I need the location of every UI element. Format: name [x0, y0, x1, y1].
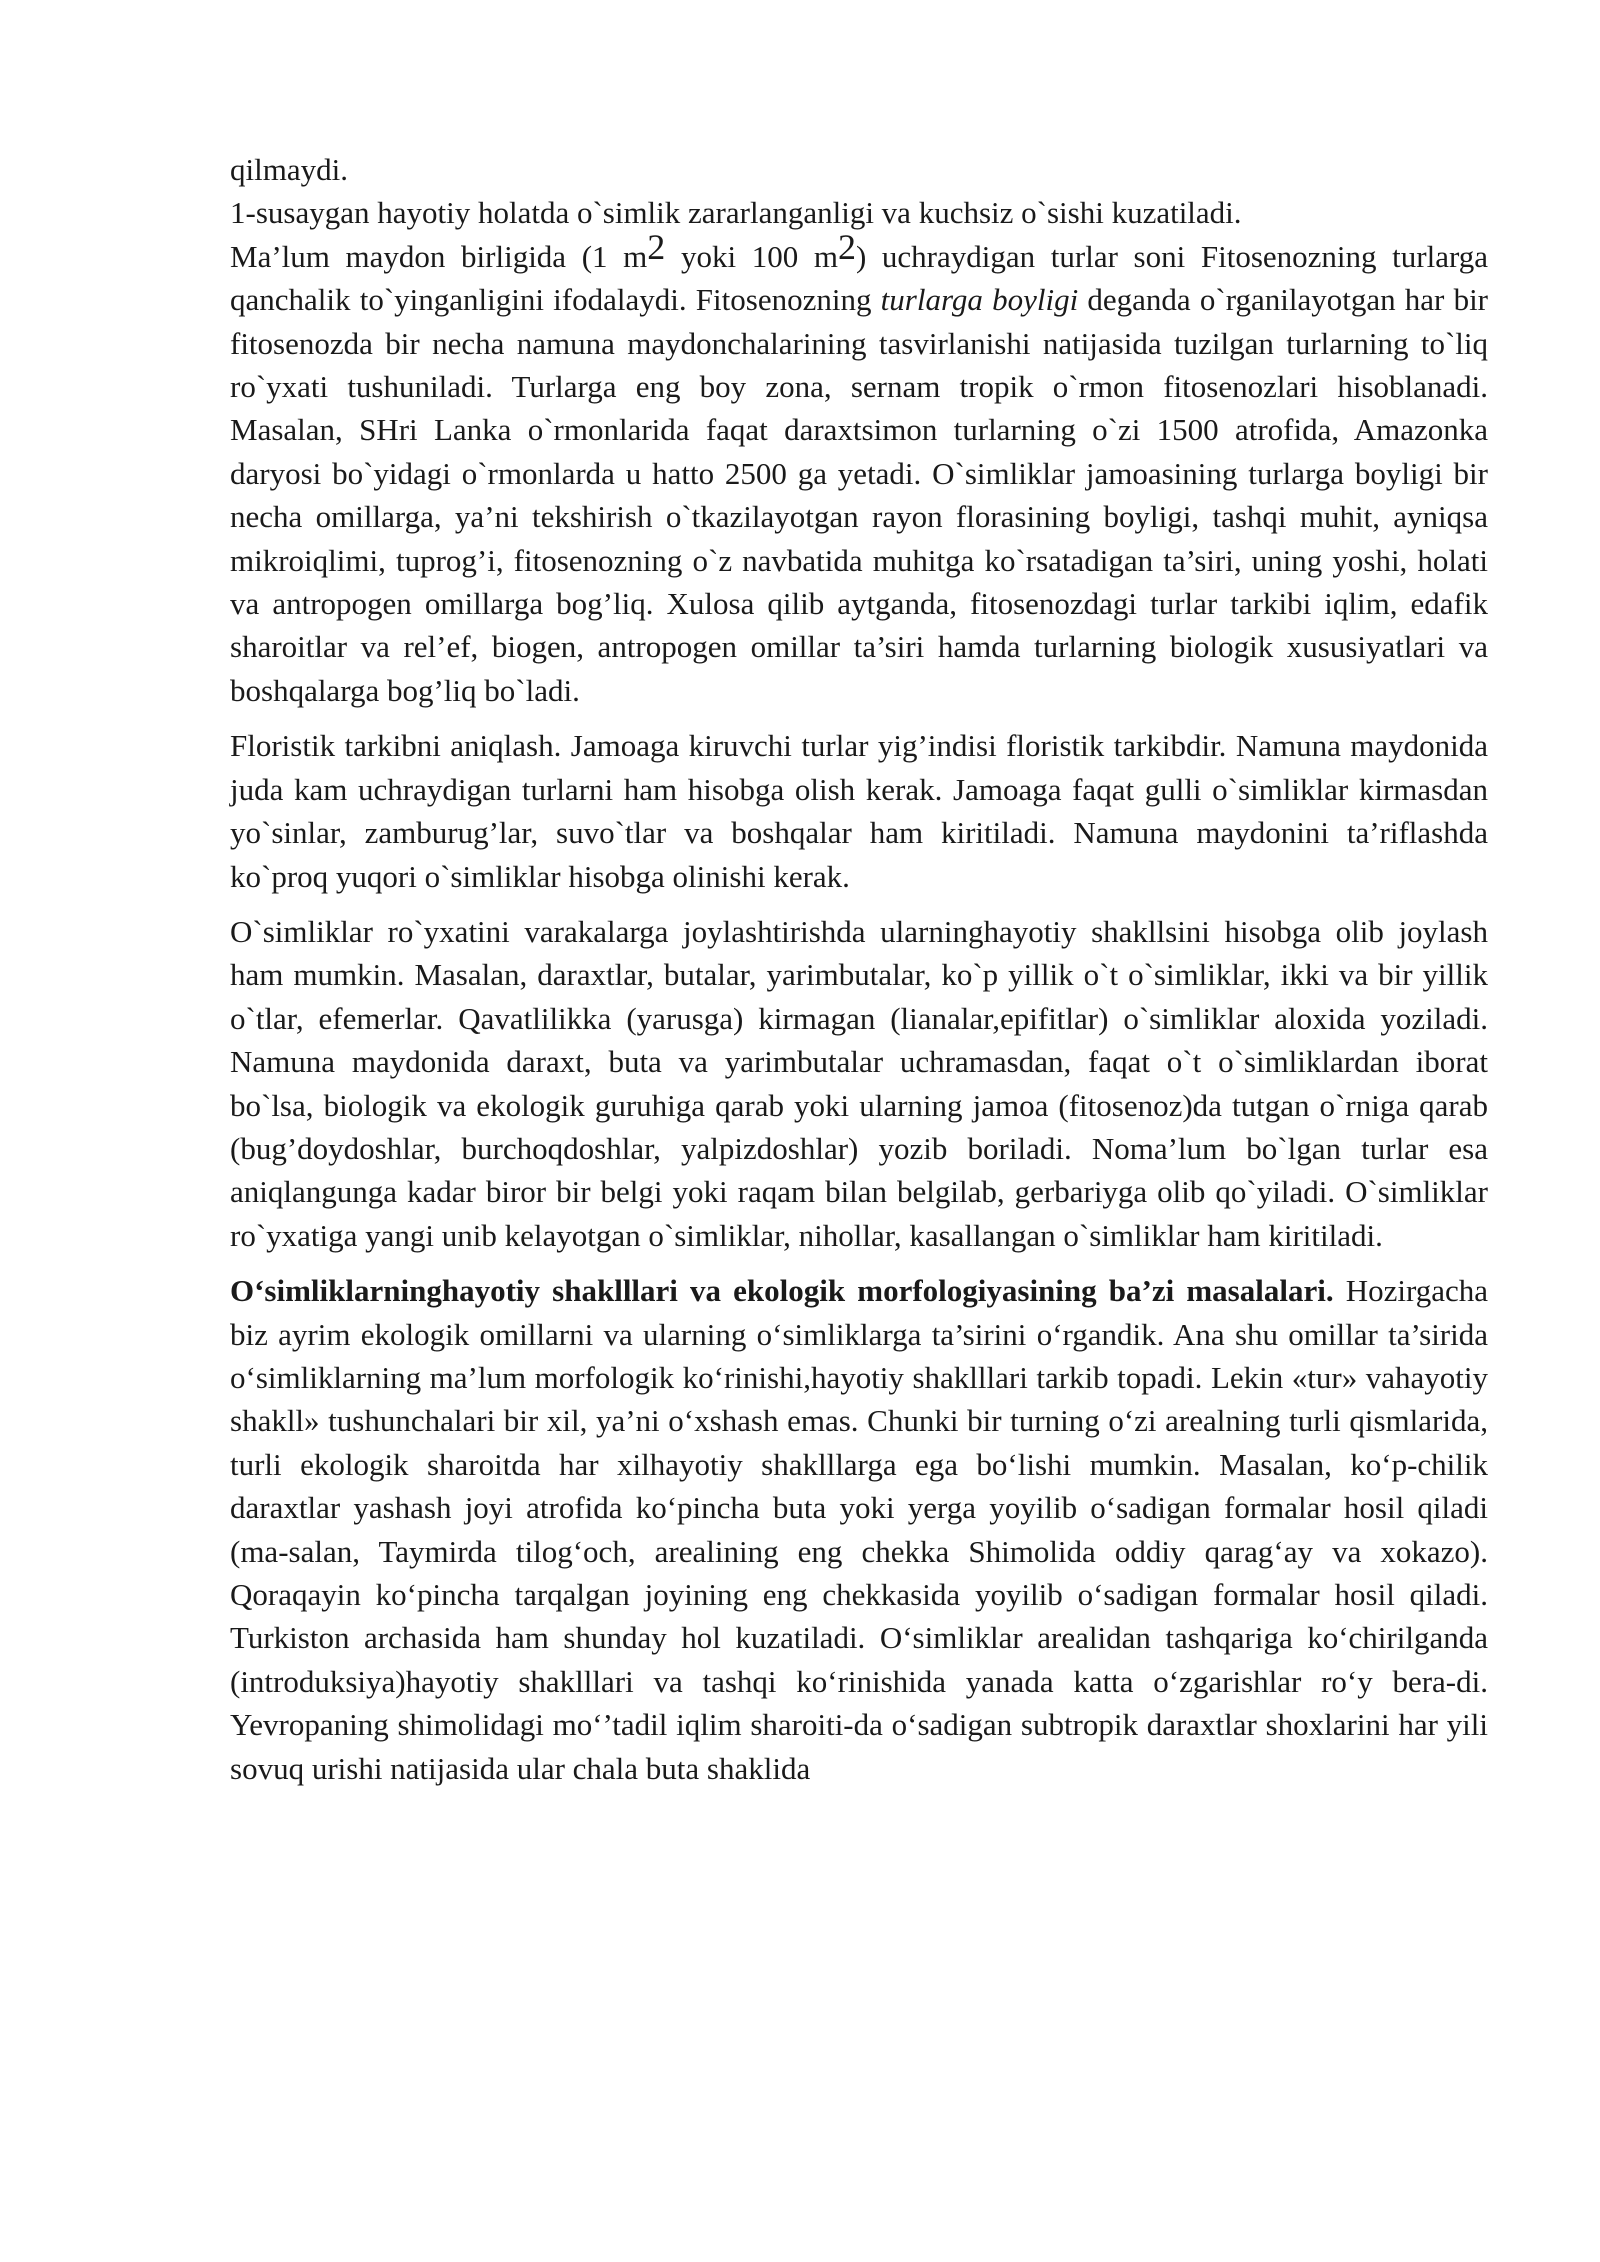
text-segment: yoki 100 m [665, 238, 838, 274]
text-segment: deganda o`rganilayotgan har bir fitosenozda bir necha namuna maydonchalarining tasvirlanishi natijasida tuzilgan turlarning to`liq ro`yxati tushuniladi. Turlarga eng boy zona, sernam tropik o`rmon fitosenozlari hisoblanadi. Masalan, SHri Lanka o`rmonlarida faqat daraxtsimon turlarning o`zi 1500 atrofida, Amazonka daryosi bo`yidagi o`rmonlarda u hatto 2500 ga yetadi. O`simliklar jamoasining turlarga boyligi bir necha omillarga, ya’ni tekshirish o`tkazilayotgan rayon florasining boyligi, tashqi muhit, ayniqsa mikroiqlimi, tuprog’i, fitosenozning o`z navbatida muhitga ko`rsatadigan ta’siri, uning yoshi, holati va antropogen omillarga bog’liq. Xulosa qilib aytganda, fitosenozdagi turlar tarkibi iqlim, edafik sharoitlar va rel’ef, biogen, antropogen omillar ta’siri hamda turlarning biologik xususiyatlari va boshqalarga bog’liq bo`ladi. [230, 282, 1488, 708]
paragraph-plant-list: O`simliklar ro`yxatini varakalarga joylashtirishda ularninghayotiy shakllsini hisobga olib joylash ham mumkin. Masalan, daraxtlar, butalar, yarimbutalar, ko`p yillik o`t o`simliklar, ikki va bir yillik o`tlar, efemerlar. Qavatlilikka (yarusga) kirmagan (lianalar,epifitlar) o`simliklar aloxida yoziladi. Namuna maydonida daraxt, buta va yarimbutalar uchramasdan, faqat o`t o`simliklardan iborat bo`lsa, biologik va ekologik guruhiga qarab yoki ularning jamoa (fitosenoz)da tutgan o`rniga qarab (bug’doydoshlar, burchoqdoshlar, yalpizdoshlar) yozib boriladi. Noma’lum bo`lgan turlar esa aniqlangunga kadar biror bir belgi yoki raqam bilan belgilab, gerbariyga olib qo`yiladi. O`simliklar ro`yxatiga yangi unib kelayotgan o`simliklar, nihollar, kasallangan o`simliklar ham kiritiladi. [230, 913, 1488, 1253]
paragraph-species-richness [230, 226, 1489, 712]
text-segment: Ma’lum maydon birligida (1 m [230, 238, 648, 274]
superscript: 2 [837, 226, 856, 267]
superscript: 2 [647, 226, 666, 267]
italic-term: turlarga boyligi [880, 282, 1079, 318]
section-heading: O‘simliklarninghayotiy shaklllari va ekologik morfologiyasining ba’zi masalalari. [230, 1273, 1334, 1309]
paragraph-life-forms [230, 1269, 1488, 1790]
text-segment: ) uchraydigan turlar soni Fitosenozning turlarga qanchalik to`yinganligini ifodalaydi. Fitosenozning [230, 238, 1489, 318]
paragraph-status-note: 1-susaygan hayotiy holatda o`simlik zararlanganligi va kuchsiz o`sishi kuzatiladi. [230, 195, 1242, 231]
document-page [230, 148, 1488, 1790]
paragraph-continuation: qilmaydi. [230, 152, 348, 187]
text-segment: Hozirgacha biz ayrim ekologik omillarni va ularning o‘simliklarga ta’sirini o‘rgandik. Ana shu omillar ta’sirida o‘simliklarning ma’lum morfologik ko‘rinishi,hayotiy shaklllari tarkib topadi. Lekin «tur» vahayotiy shakll» tushunchalari bir xil, ya’ni o‘xshash emas. Chunki bir turning o‘zi arealning turli qismlarida, turli ekologik sharoitda har xilhayotiy shaklllarga ega bo‘lishi mumkin. Masalan, ko‘p-chilik daraxtlar yashash joyi atrofida ko‘pincha buta yoki yerga yoyilib o‘sadigan formalar hosil qiladi (ma-salan, Taymirda tilog‘och, arealining eng chekka Shimolida oddiy qarag‘ay va xokazo). Qoraqayin ko‘pincha tarqalgan joyining eng chekkasida yoyilib o‘sadigan formalar hosil qiladi. Turkiston archasida ham shunday hol kuzatiladi. O‘simliklar arealidan tashqariga ko‘chirilganda (introduksiya)hayotiy shaklllari va tashqi ko‘rinishida yanada katta o‘zgarishlar ro‘y bera-di. Yevropaning shimolidagi mo‘’tadil iqlim sharoiti-da o‘sadigan subtropik daraxtlar shoxlarini har yili sovuq urishi natijasida ular chala buta shaklida [230, 1273, 1488, 1786]
paragraph-floristic-composition: Floristik tarkibni aniqlash. Jamoaga kiruvchi turlar yig’indisi floristik tarkibdir. Namuna maydonida juda kam uchraydigan turlarni ham hisobga olish kerak. Jamoaga faqat gulli o`simliklar kirmasdan yo`sinlar, zamburug’lar, suvo`tlar va boshqalar ham kiritiladi. Namuna maydonini ta’riflashda ko`proq yuqori o`simliklar hisobga olinishi kerak. [230, 728, 1488, 894]
